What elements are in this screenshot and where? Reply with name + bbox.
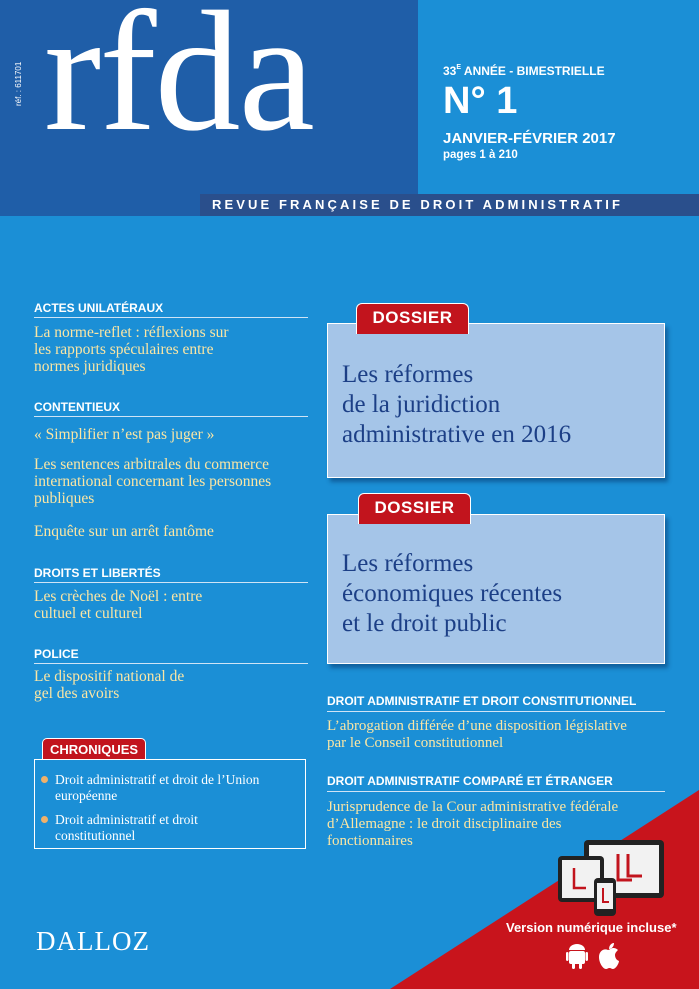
section-droits-libertes: DROITS ET LIBERTÉS	[34, 566, 308, 583]
journal-subtitle: REVUE FRANÇAISE DE DROIT ADMINISTRATIF	[200, 194, 699, 216]
issue-number: N° 1	[443, 80, 518, 122]
article-norme-reflet: La norme-reflet : réflexions sur les rapports spéculaires entre normes juridiques	[34, 324, 229, 375]
bullet-icon	[41, 776, 48, 783]
devices-icon	[556, 838, 672, 918]
journal-logo: rfda	[44, 0, 313, 167]
apple-icon	[599, 943, 619, 969]
article-gel-avoirs: Le dispositif national de gel des avoirs	[34, 668, 185, 702]
issue-pages: pages 1 à 210	[443, 149, 518, 161]
section-police: POLICE	[34, 647, 308, 664]
section-contentieux: CONTENTIEUX	[34, 400, 308, 417]
android-icon	[566, 944, 588, 969]
chroniques-box	[34, 759, 306, 849]
article-sentences-arbitrales: Les sentences arbitrales du commerce international concernant les personnes publiques	[34, 456, 272, 507]
reference-code: réf. : 611701	[14, 61, 23, 106]
article-simplifier: « Simplifier n’est pas juger »	[34, 426, 215, 443]
chroniques-tag: CHRONIQUES	[42, 738, 146, 760]
article-creches: Les crèches de Noël : entre cultuel et culturel	[34, 588, 203, 622]
article-enquete: Enquête sur un arrêt fantôme	[34, 523, 214, 540]
dossier-tag-2: DOSSIER	[358, 493, 471, 524]
issue-date: JANVIER-FÉVRIER 2017	[443, 130, 616, 147]
article-abrogation: L’abrogation différée d’une disposition législative par le Conseil constitutionnel	[327, 718, 627, 751]
section-droit-admin-constit: DROIT ADMINISTRATIF ET DROIT CONSTITUTIONNEL	[327, 694, 665, 712]
dossier-title-economiques: Les réformes économiques récentes et le droit public	[342, 550, 563, 637]
os-icons	[566, 942, 622, 970]
publisher-logo: DALLOZ	[36, 926, 150, 956]
section-actes-unilateraux: ACTES UNILATÉRAUX	[34, 301, 308, 318]
issue-year: $33^E$ ANNÉE - BIMESTRIELLE	[443, 64, 605, 78]
chronique-item-union: Droit administratif et droit de l’Union européenne	[55, 772, 295, 803]
version-numerique: Version numérique incluse*	[506, 920, 677, 935]
chronique-item-constitutionnel: Droit administratif et droit constitutionnel	[55, 812, 215, 843]
dossier-box-economiques	[327, 514, 665, 664]
dossier-box-juridiction	[327, 323, 665, 478]
bullet-icon	[41, 816, 48, 823]
section-droit-admin-compare: DROIT ADMINISTRATIF COMPARÉ ET ÉTRANGER	[327, 774, 665, 792]
article-jurisprudence-allemagne: Jurisprudence de la Cour administrative fédérale d’Allemagne : le droit disciplinaire des fonctionnaires	[327, 799, 619, 849]
dossier-tag-1: DOSSIER	[356, 303, 469, 334]
dossier-title-juridiction: Les réformes de la juridiction administrative en 2016	[342, 361, 572, 448]
